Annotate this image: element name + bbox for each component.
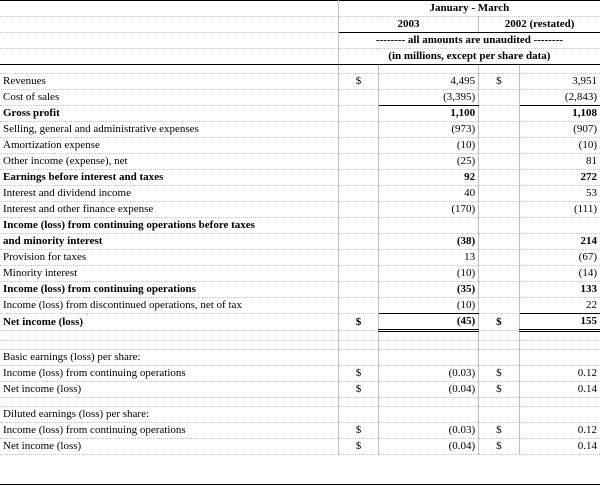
row-label: Income (loss) from continuing operations <box>0 282 338 298</box>
currency-2003 <box>338 234 378 250</box>
empty-cell <box>479 350 519 366</box>
row-label: Net income (loss) <box>0 439 338 455</box>
row-label: Interest and other finance expense <box>0 202 338 218</box>
currency-2002 <box>479 250 519 266</box>
empty-cell <box>338 350 378 366</box>
row-label: Amortization expense <box>0 138 338 154</box>
currency-2002 <box>479 266 519 282</box>
value-2002: 272 <box>519 170 600 186</box>
row-label: Other income (expense), net <box>0 154 338 170</box>
row-label: Revenues <box>0 74 338 90</box>
empty-cell <box>479 407 519 423</box>
value-2003: 13 <box>379 250 479 266</box>
value-2003: (0.04) <box>379 439 479 455</box>
value-2003: (3,395) <box>379 90 479 106</box>
value-2002 <box>519 218 600 234</box>
row-label: and minority interest <box>0 234 338 250</box>
value-2003: (0.03) <box>379 366 479 382</box>
currency-2003 <box>338 186 378 202</box>
currency-2002 <box>479 186 519 202</box>
currency-2002 <box>479 298 519 314</box>
value-2003: 92 <box>379 170 479 186</box>
currency-2002 <box>479 106 519 122</box>
row-label: Income (loss) from continuing operations <box>0 366 338 382</box>
value-2002: 0.14 <box>519 382 600 398</box>
currency-2003 <box>338 202 378 218</box>
currency-2003 <box>338 218 378 234</box>
value-2003: (170) <box>379 202 479 218</box>
section-title-row <box>0 407 600 423</box>
statement-row <box>0 186 600 202</box>
currency-2002 <box>479 138 519 154</box>
units-note: (in millions, except per share data) <box>338 49 600 65</box>
currency-2003 <box>338 154 378 170</box>
currency-2002: $ <box>479 382 519 398</box>
empty-cell <box>519 407 600 423</box>
statement-row <box>0 138 600 154</box>
currency-2002 <box>479 90 519 106</box>
row-label: Minority interest <box>0 266 338 282</box>
spacer-row <box>0 341 600 350</box>
period-header: January - March <box>338 1 600 17</box>
currency-2003: $ <box>338 382 378 398</box>
note-row-1 <box>0 33 600 49</box>
note-row-2 <box>0 49 600 65</box>
value-2003: 1,100 <box>379 106 479 122</box>
year-2003-header: 2003 <box>338 17 478 33</box>
row-label: Gross profit <box>0 106 338 122</box>
value-2003: (25) <box>379 154 479 170</box>
currency-2002: $ <box>479 439 519 455</box>
statement-row <box>0 314 600 331</box>
row-label: Net income (loss) <box>0 382 338 398</box>
currency-2002: $ <box>479 314 519 331</box>
currency-2003 <box>338 106 378 122</box>
statement-row <box>0 250 600 266</box>
currency-2003: $ <box>338 74 378 90</box>
currency-2003 <box>338 298 378 314</box>
value-2002: (10) <box>519 138 600 154</box>
statement-row <box>0 266 600 282</box>
currency-2002 <box>479 218 519 234</box>
row-label: Income (loss) from continuing operations before taxes <box>0 218 338 234</box>
currency-2003 <box>338 282 378 298</box>
value-2002: 0.12 <box>519 366 600 382</box>
currency-2002: $ <box>479 423 519 439</box>
value-2003 <box>379 218 479 234</box>
value-2002: 22 <box>519 298 600 314</box>
currency-2002 <box>479 282 519 298</box>
value-2002: 53 <box>519 186 600 202</box>
currency-2002 <box>479 122 519 138</box>
currency-2002: $ <box>479 366 519 382</box>
value-2003: (0.04) <box>379 382 479 398</box>
currency-2003 <box>338 90 378 106</box>
bottom-rule <box>0 484 600 485</box>
section-title-row <box>0 350 600 366</box>
statement-row <box>0 154 600 170</box>
value-2003: 40 <box>379 186 479 202</box>
currency-2003: $ <box>338 423 378 439</box>
spacer-row <box>0 331 600 341</box>
row-label: Income (loss) from continuing operations <box>0 423 338 439</box>
statement-row <box>0 366 600 382</box>
value-2002: 0.12 <box>519 423 600 439</box>
value-2003: (45) <box>379 314 479 331</box>
currency-2003: $ <box>338 366 378 382</box>
value-2003: 4,495 <box>379 74 479 90</box>
year-2002-header: 2002 (restated) <box>479 17 600 33</box>
statement-row <box>0 74 600 90</box>
row-label: Interest and dividend income <box>0 186 338 202</box>
value-2003: (973) <box>379 122 479 138</box>
currency-2002 <box>479 170 519 186</box>
statement-row <box>0 439 600 455</box>
row-label: Provision for taxes <box>0 250 338 266</box>
value-2003: (10) <box>379 138 479 154</box>
value-2002: 1,108 <box>519 106 600 122</box>
value-2003: (38) <box>379 234 479 250</box>
statement-row <box>0 298 600 314</box>
value-2002: 0.14 <box>519 439 600 455</box>
value-2002: 214 <box>519 234 600 250</box>
value-2003: (35) <box>379 282 479 298</box>
row-label: Selling, general and administrative expenses <box>0 122 338 138</box>
empty-cell <box>379 407 479 423</box>
value-2002: 3,951 <box>519 74 600 90</box>
value-2002: (2,843) <box>519 90 600 106</box>
statement-row <box>0 122 600 138</box>
statement-row <box>0 218 600 234</box>
section-title: Basic earnings (loss) per share: <box>0 350 338 366</box>
spacer-row <box>0 65 600 74</box>
value-2002: 155 <box>519 314 600 331</box>
empty-cell <box>338 407 378 423</box>
statement-row <box>0 382 600 398</box>
currency-2003: $ <box>338 314 378 331</box>
statement-row <box>0 170 600 186</box>
currency-2002: $ <box>479 74 519 90</box>
statement-row <box>0 234 600 250</box>
value-2002: 81 <box>519 154 600 170</box>
value-2002: 133 <box>519 282 600 298</box>
empty-cell <box>379 350 479 366</box>
currency-2002 <box>479 234 519 250</box>
currency-2002 <box>479 202 519 218</box>
currency-2003 <box>338 122 378 138</box>
value-2003: (10) <box>379 266 479 282</box>
currency-2002 <box>479 154 519 170</box>
value-2002: (111) <box>519 202 600 218</box>
statement-row <box>0 423 600 439</box>
value-2003: (0.03) <box>379 423 479 439</box>
currency-2003: $ <box>338 439 378 455</box>
period-header-row <box>0 1 600 17</box>
statement-row <box>0 282 600 298</box>
value-2002: (14) <box>519 266 600 282</box>
value-2003: (10) <box>379 298 479 314</box>
value-2002: (907) <box>519 122 600 138</box>
statement-row <box>0 202 600 218</box>
section-title: Diluted earnings (loss) per share: <box>0 407 338 423</box>
currency-2003 <box>338 266 378 282</box>
currency-2003 <box>338 138 378 154</box>
row-label: Income (loss) from discontinued operations, net of tax <box>0 298 338 314</box>
empty-cell <box>519 350 600 366</box>
currency-2003 <box>338 170 378 186</box>
row-label: Net income (loss) <box>0 314 338 331</box>
statement-row <box>0 90 600 106</box>
year-header-row <box>0 17 600 33</box>
statement-row <box>0 106 600 122</box>
row-label: Earnings before interest and taxes <box>0 170 338 186</box>
currency-2003 <box>338 250 378 266</box>
row-label: Cost of sales <box>0 90 338 106</box>
value-2002: (67) <box>519 250 600 266</box>
spacer-row <box>0 398 600 407</box>
unaudited-note: -------- all amounts are unaudited -------- <box>338 33 600 49</box>
